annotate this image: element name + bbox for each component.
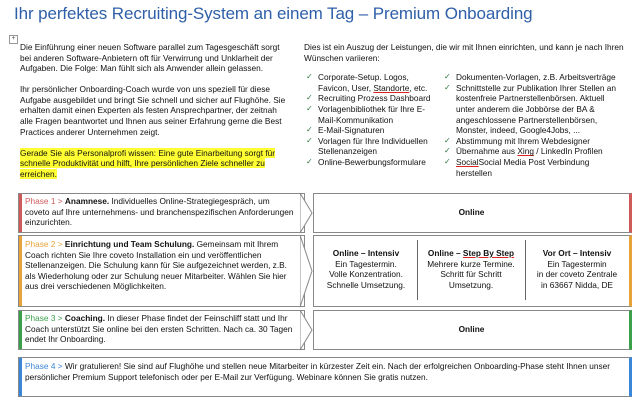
- phase-1-arrow-icon: [300, 193, 314, 233]
- phase-3-arrow-icon: [300, 310, 314, 350]
- phase-3-text: Phase 3 > Coaching. In dieser Phase findet der Feinschliff statt und Ihr Coach unterstützt Sie online bei den ersten Schritten. Nach ca. 30 Tagen endet Ihr Onboarding.: [25, 313, 293, 345]
- phase-3-result: [313, 310, 632, 350]
- intro-highlight: [20, 148, 288, 180]
- divider: [417, 240, 418, 300]
- table-anchor-icon[interactable]: +: [9, 35, 18, 44]
- list-item: ✓ Übernahme aus Xing / LinkedIn Profilen: [444, 146, 603, 157]
- check-icon: ✓: [444, 72, 451, 82]
- services-column: [304, 42, 629, 178]
- check-icon: ✓: [444, 135, 451, 145]
- check-icon: ✓: [444, 156, 451, 166]
- highlighted-text: Gerade Sie als Personalprofi wissen: Eine gute Einarbeitung sorgt für schnelle Produktivität und hilft, Ihre persönlichen Ziele schneller zu erreichen.: [20, 147, 276, 179]
- list-item: ✓ Recruiting Prozess Dashboard: [306, 93, 431, 104]
- list-item: ✓ Corporate-Setup. Logos, Favicon, User, Standorte, etc.: [306, 72, 428, 93]
- phase-3-color-bar: [19, 311, 22, 349]
- list-item: ✓ Dokumenten-Vorlagen, z.B. Arbeitsverträge: [444, 72, 616, 83]
- phase-1-box: [18, 193, 305, 233]
- list-item: ✓ SocialSocial Media Post Verbindung herstellen: [444, 156, 590, 178]
- check-icon: ✓: [306, 156, 313, 166]
- divider: [525, 240, 526, 300]
- services-list-left: [304, 72, 442, 178]
- list-item: ✓ E-Mail-Signaturen: [306, 125, 385, 136]
- check-icon: ✓: [306, 72, 313, 82]
- check-icon: ✓: [306, 103, 313, 113]
- phase-1-text: Phase 1 > Anamnese. Individuelles Online-Strategiegespräch, um coveto auf Ihre unternehmens- und branchenspezifischen Anforderungen einzurichten.: [25, 196, 294, 228]
- services-list-right: [442, 72, 622, 178]
- phase-2-color-bar: [19, 236, 22, 306]
- standorte-underlined: Standorte: [373, 82, 410, 93]
- check-icon: ✓: [306, 93, 313, 103]
- phase-1-result: [313, 193, 632, 233]
- intro-column: [20, 42, 288, 190]
- phase-4-box: [18, 357, 632, 397]
- option-online-step-by-step: Online – Step By Step Mehrere kurze Termine. Schritt für Schritt Umsetzung.: [427, 248, 515, 290]
- list-item: ✓ Vorlagen für Ihre Individuellen Stellenanzeigen: [306, 135, 428, 157]
- check-icon: ✓: [306, 135, 313, 145]
- option-vor-ort-intensiv: Vor Ort – Intensiv Ein Tagestermin in der coveto Zentrale in 63667 Nidda, DE: [536, 248, 618, 290]
- check-icon: ✓: [444, 146, 451, 156]
- check-icon: ✓: [444, 82, 451, 92]
- xing-underlined: Xing: [517, 146, 534, 157]
- list-item: ✓ Schnittstelle zur Publikation Ihrer Stellen an kostenfreie Partnerstellenbörsen. Aktuell unter anderem die Jobbörse der BA & angeschlossene Partnerstellenbörsen, Monster, indeed, Google4Jobs, ...: [444, 82, 617, 136]
- phase-3-box: [18, 310, 305, 350]
- list-item: ✓ Abstimmung mit Ihrem Webdesigner: [444, 135, 591, 146]
- page-title: Ihr perfektes Recruiting-System an einem Tag – Premium Onboarding: [14, 4, 533, 23]
- intro-paragraph-1: Die Einführung einer neuen Software parallel zum Tagesgeschäft sorgt bei anderen Software-Anbietern oft für Verwirrung und Unklarheit der Aufgaben. Die Folge: Man fühlt sich als Anwender allein gelassen.: [20, 42, 280, 74]
- services-intro: Dies ist ein Auszug der Leistungen, die wir mit Ihnen einrichten, und kann je nach Ihren Wünschen variieren:: [304, 42, 624, 63]
- social-underlined: Social: [456, 156, 479, 167]
- check-icon: ✓: [306, 125, 313, 135]
- phase-4-color-bar: [19, 358, 22, 396]
- intro-paragraph-2: Ihr persönlicher Onboarding-Coach wurde von uns speziell für diese Aufgabe ausgebildet und bringt Sie schnell und sicher auf Flughöhe. Sie erhalten damit einen Experten als festen Ansprechpartner, der zeitnah alle Fragen beantwortet und Ihnen aus seiner Erfahrung gerne die Best Practices anderer Unternehmen zeigt.: [20, 84, 286, 137]
- list-item: ✓ Vorlagenbibliothek für Ihre E-Mail-Kommunikation: [306, 103, 426, 125]
- list-item: ✓ Online-Bewerbungsformulare: [306, 156, 426, 167]
- phase-2-box: [18, 235, 305, 307]
- phase-2-options: [313, 235, 632, 307]
- phase-4-text: Phase 4 > Wir gratulieren! Sie sind auf Flughöhe und stellen neue Mitarbeiter in kürzester Zeit ein. Nach der erfolgreichen Onboarding-Phase steht Ihnen unser persönlicher Premium Support telefonisch oder per E-Mail zur Verfügung. Webinare können Sie gratis nutzen.: [25, 361, 611, 382]
- phase-1-color-bar: [19, 194, 22, 232]
- phase-2-text: Phase 2 > Einrichtung und Team Schulung. Gemeinsam mit Ihrem Coach richten Sie Ihre coveto Installation ein und veröffentlichen Stellenanzeigen. Die Schulung kann für Sie aufgezeichnet werden, z.B. als Wiederholung oder zur Schulung neuer Mitarbeiter. Wählen Sie hier aus drei verschiedenen Möglichkeiten.: [25, 239, 287, 292]
- option-online-intensiv: Online – Intensiv Ein Tagestermin. Volle Konzentration. Schnelle Umsetzung.: [326, 248, 406, 290]
- phase-2-arrow-icon: [300, 235, 314, 307]
- phase-3-mode: Online: [458, 324, 485, 334]
- phase-1-mode: Online: [458, 207, 485, 217]
